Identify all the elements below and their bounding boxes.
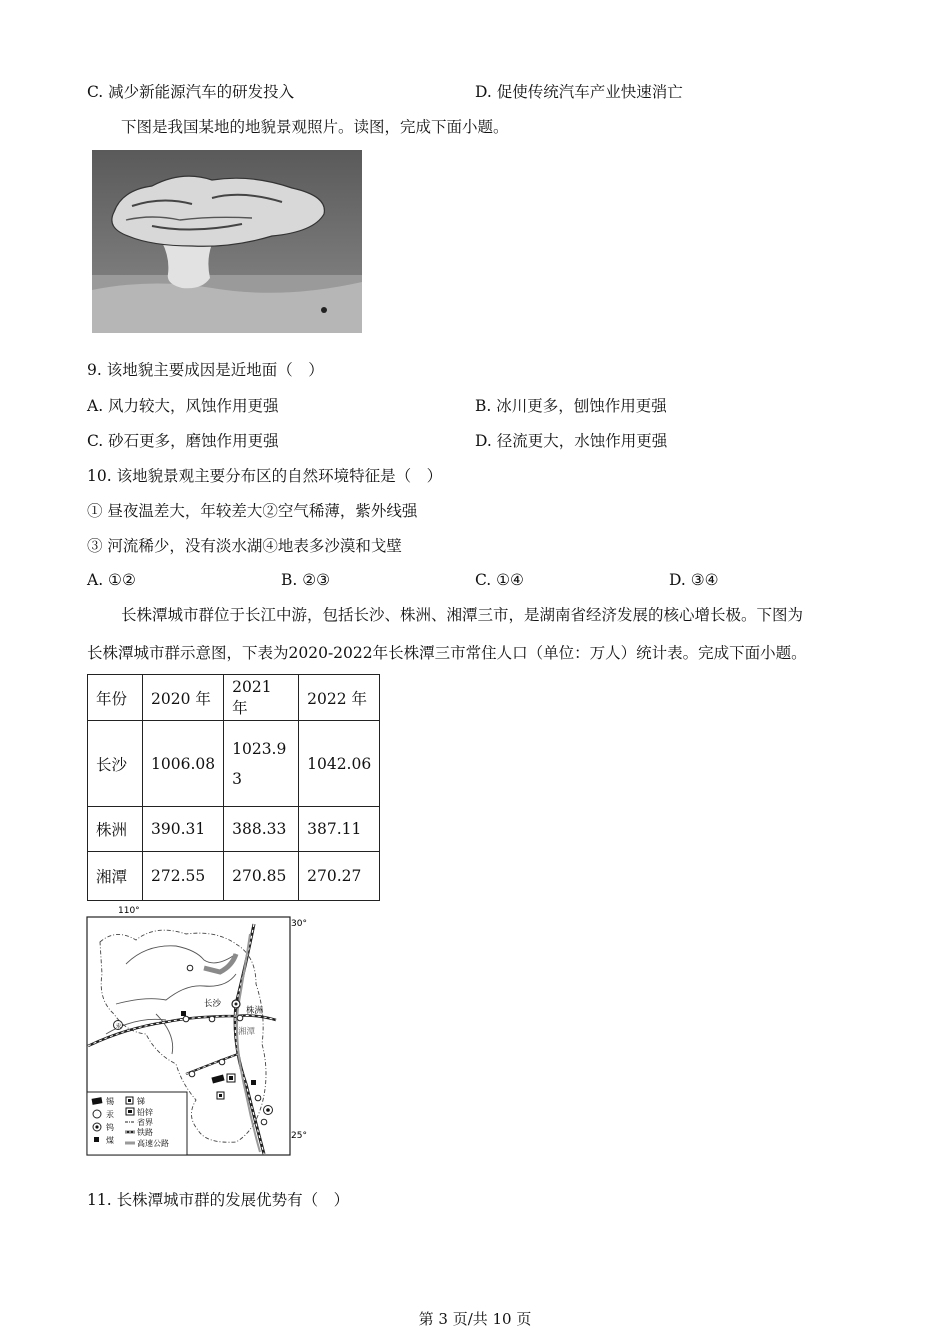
q10-option-b: B. ②③ [281,571,331,589]
cell-value: 387.11 [299,807,380,852]
q9-option-b: B. 冰川更多，刨蚀作用更强 [475,397,667,415]
q9-option-a: A. 风力较大，风蚀作用更强 [87,397,279,415]
zhuzhou-marker [237,1015,243,1021]
q11-stem: 11. 长株潭城市群的发展优势有（ ） [87,1191,350,1209]
q10-option-a: A. ①② [87,571,136,589]
lat-bottom-label: 25° [291,1131,307,1141]
cell-value [224,721,299,807]
mercury-icon [114,1021,123,1031]
legend-mercury-icon [93,1110,101,1118]
table-header-row [88,675,380,721]
town-marker [187,965,193,971]
cities-intro-line-1: 长株潭城市群位于长江中游，包括长沙、株洲、湘潭三市，是湖南省经济发展的核心增长极。下图为 [121,606,804,624]
cell-value-part: 3 [232,769,242,788]
town-marker [183,1016,189,1022]
header-2021: 2021 年 [224,675,299,721]
q10-stem: 10. 该地貌景观主要分布区的自然环境特征是（ ） [87,467,443,485]
cell-value: 390.31 [143,807,224,852]
city-name: 长沙 [88,721,143,807]
legend-tin: 锡 [106,1097,114,1106]
cell-value: 1006.08 [143,721,224,807]
page-footer: 第 3 页/共 10 页 [418,1310,532,1328]
legend-coal-icon [94,1137,99,1142]
town-marker [219,1059,225,1065]
q9-stem: 9. 该地貌主要成因是近地面（ ） [87,361,324,379]
table-row [88,807,380,852]
cell-value-part: 1023.9 [232,739,287,758]
landform-photo [92,150,362,333]
q10-item-1: ① 昼夜温差大，年较差大②空气稀薄，紫外线强 [87,502,418,520]
mushroom-rock-image [92,150,362,333]
lat-top-label: 30° [291,919,307,929]
q10-option-c: C. ①④ [475,571,524,589]
q10-option-d: D. ③④ [669,571,719,589]
cell-value: 272.55 [143,852,224,901]
legend-railway: 铁路 [137,1128,153,1137]
header-2022: 2022 年 [299,675,380,721]
q9-option-d: D. 径流更大，水蚀作用更强 [475,432,668,450]
legend-antimony: 锑 [137,1097,145,1106]
city-cluster-map [86,904,308,1158]
xiangtan-label: 湘潭 [238,1027,256,1037]
cell-value: 270.85 [224,852,299,901]
svg-text:汞: 汞 [115,1023,122,1030]
town-marker [261,1119,267,1125]
changsha-label: 长沙 [204,999,222,1009]
population-table [87,674,380,901]
header-year: 年份 [88,675,143,721]
zhuzhou-label: 株洲 [246,1006,264,1016]
coal-icon [181,1011,186,1016]
town-marker [255,1095,261,1101]
cell-value: 270.27 [299,852,380,901]
table-row [88,721,380,807]
legend-coal: 煤 [106,1136,114,1145]
landform-intro: 下图是我国某地的地貌景观照片。读图，完成下面小题。 [121,118,509,136]
header-2020: 2020 年 [143,675,224,721]
city-name: 湘潭 [88,852,143,901]
cell-value: 1042.06 [299,721,380,807]
cell-value: 388.33 [224,807,299,852]
option-8d: D. 促使传统汽车产业快速消亡 [475,83,683,101]
town-marker [209,1016,215,1022]
legend-tungsten: 钨 [106,1123,114,1132]
legend-mercury: 汞 [106,1110,114,1119]
city-name: 株洲 [88,807,143,852]
cities-intro-line-2: 长株潭城市群示意图，下表为2020-2022年长株潭三市常住人口（单位：万人）统计表。完成下面小题。 [87,644,807,662]
lon-label: 110° [118,906,140,916]
option-8c: C. 减少新能源汽车的研发投入 [87,83,295,101]
tungsten-icon [264,1106,273,1115]
legend-boundary: 省界 [137,1118,153,1127]
q10-item-2: ③ 河流稀少，没有淡水湖④地表多沙漠和戈壁 [87,537,402,555]
q9-option-c: C. 砂石更多，磨蚀作用更强 [87,432,279,450]
legend-leadzinc: 铅锌 [137,1108,153,1117]
legend-highway: 高速公路 [137,1139,169,1148]
town-marker [189,1071,195,1077]
table-row [88,852,380,901]
coal-icon [251,1080,256,1085]
